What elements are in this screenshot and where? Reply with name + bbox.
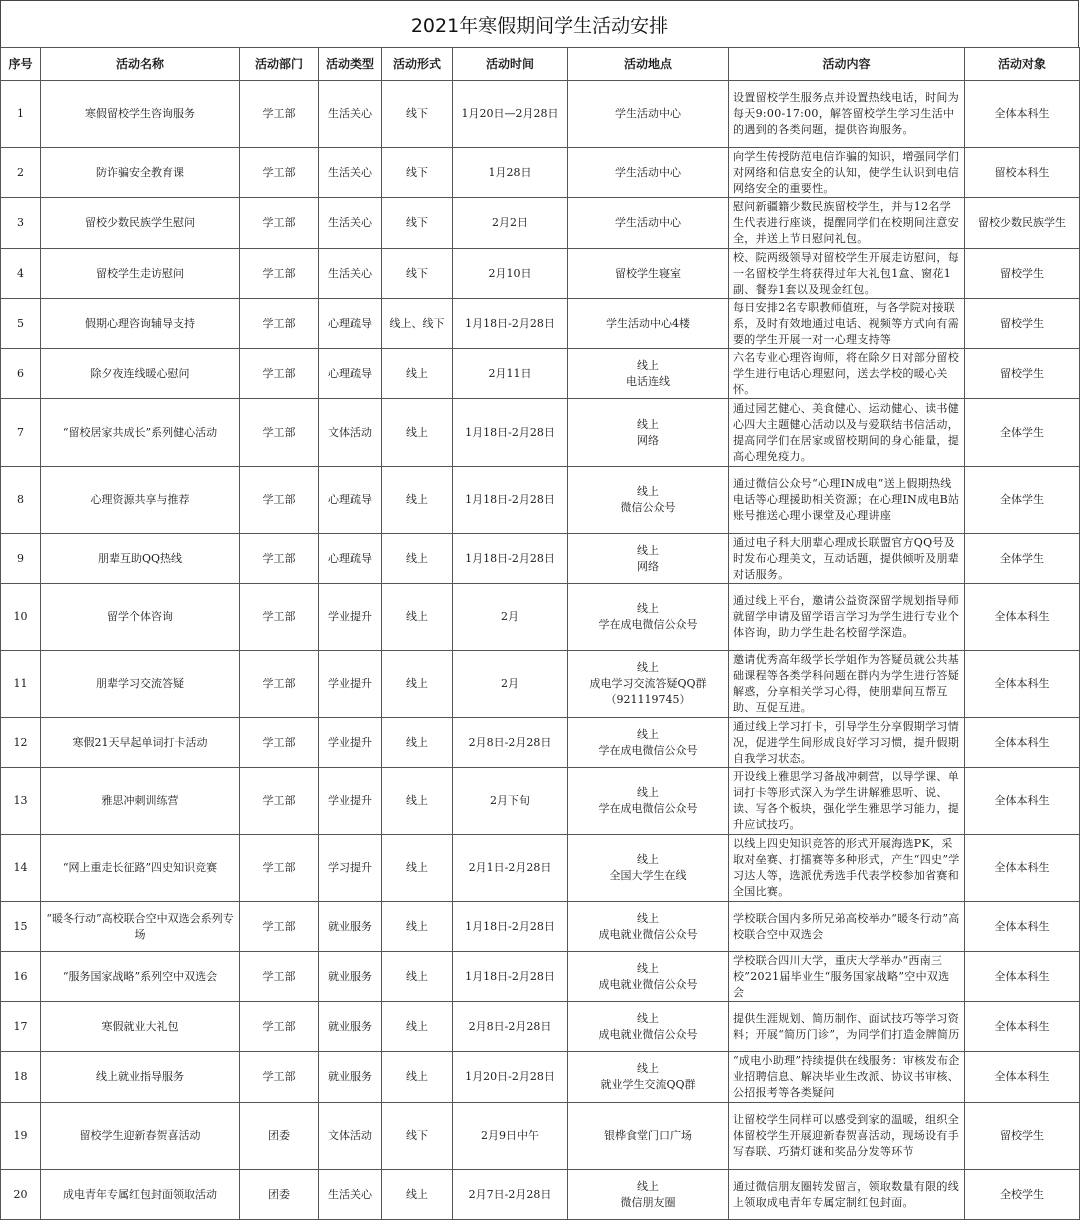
header-place: 活动地点	[568, 48, 729, 81]
table-row	[1, 1002, 1080, 1052]
content-text: 通过微信朋友圈转发留言，领取数量有限的线上领取成电青年专属定制红包封面。	[733, 1179, 959, 1209]
content-text: 开设线上雅思学习备战冲刺营，以导学课、单词打卡等形式深入为学生讲解雅思听、说、读、写各个板块，强化学生雅思学习能力，提升应试技巧。	[733, 770, 959, 831]
row-form: 线上	[382, 718, 453, 768]
row-form: 线下	[382, 148, 453, 198]
content-text: “成电小助理”持续提供在线服务：审核发布企业招聘信息、解决毕业生改派、协议书审核、公招报考等各类疑问	[733, 1054, 960, 1099]
place-line: 学在成电微信公众号	[598, 802, 698, 815]
row-no: 9	[1, 534, 41, 584]
place-line: 银桦食堂门口广场	[604, 1129, 692, 1142]
place-line: 成电就业微信公众号	[598, 1027, 698, 1041]
place-line: 学生活动中心	[615, 107, 681, 120]
row-no: 20	[1, 1170, 41, 1220]
row-activity-name: 寒假就业大礼包	[41, 1002, 240, 1052]
table-row	[1, 198, 1080, 249]
row-place	[568, 1170, 729, 1220]
table-row	[1, 718, 1080, 768]
row-activity-name: 朋辈互助QQ热线	[41, 534, 240, 584]
place-line: 网络	[637, 559, 659, 573]
row-dept: 学工部	[240, 534, 319, 584]
row-content	[729, 1103, 965, 1170]
row-dept: 学工部	[240, 835, 319, 902]
row-target: 全校学生	[965, 1170, 1080, 1220]
content-text: 学校联合国内多所兄弟高校举办“暖冬行动”高校联合空中双选会	[733, 911, 960, 941]
row-type: 学业提升	[319, 584, 382, 651]
row-place	[568, 198, 729, 249]
row-dept: 学工部	[240, 249, 319, 299]
row-target: 全体本科生	[965, 651, 1080, 718]
row-type: 文体活动	[319, 399, 382, 467]
row-dept: 学工部	[240, 1052, 319, 1103]
row-target: 全体本科生	[965, 1052, 1080, 1103]
place-line: 线上	[637, 417, 659, 431]
place-line: 线上	[637, 602, 659, 615]
row-activity-name: 除夕夜连线暖心慰问	[41, 349, 240, 399]
row-target: 全体本科生	[965, 835, 1080, 902]
content-text: 慰问新疆籍少数民族留校学生，并与12名学生代表进行座谈，提醒同学们在校期间注意安全，并送上节日慰问礼包。	[733, 200, 959, 245]
header-dept: 活动部门	[240, 48, 319, 81]
row-place	[568, 299, 729, 349]
row-place	[568, 1002, 729, 1052]
row-content	[729, 1052, 965, 1103]
row-place	[568, 148, 729, 198]
row-dept: 学工部	[240, 902, 319, 952]
row-no: 3	[1, 198, 41, 249]
place-line: 线上	[637, 661, 659, 674]
row-time: 1月18日-2月28日	[453, 299, 568, 349]
content-text: 通过线上平台，邀请公益资深留学规划指导师就留学申请及留学语言学习为学生进行专业个体咨询，助力学生赴名校留学深造。	[733, 594, 959, 639]
row-place	[568, 534, 729, 584]
table-row	[1, 584, 1080, 651]
row-activity-name: 雅思冲刺训练营	[41, 768, 240, 835]
row-form: 线上	[382, 902, 453, 952]
row-place	[568, 584, 729, 651]
place-line: （921119745）	[605, 693, 691, 706]
row-no: 8	[1, 467, 41, 534]
row-place	[568, 399, 729, 467]
row-time: 1月18日-2月28日	[453, 534, 568, 584]
row-time: 2月11日	[453, 349, 568, 399]
table-row	[1, 299, 1080, 349]
row-target: 全体本科生	[965, 81, 1080, 148]
place-line: 成电就业微信公众号	[598, 927, 698, 941]
content-text: 每日安排2名专职教师值班，与各学院对接联系，及时有效地通过电话、视频等方式向有需要的学生开展一对一心理支持等	[733, 300, 959, 346]
row-dept: 学工部	[240, 198, 319, 249]
content-text: 设置留校学生服务点并设置热线电话，时间为每天9:00-17:00，解答留校学生学习生活中的遇到的各类问题，提供咨询服务。	[733, 91, 959, 136]
row-activity-name: 留校少数民族学生慰问	[41, 198, 240, 249]
row-type: 生活关心	[319, 148, 382, 198]
row-type: 学业提升	[319, 768, 382, 835]
row-form: 线上	[382, 651, 453, 718]
row-time: 2月7日-2月28日	[453, 1170, 568, 1220]
row-target: 全体本科生	[965, 952, 1080, 1002]
row-activity-name: 假期心理咨询辅导支持	[41, 299, 240, 349]
header-name: 活动名称	[41, 48, 240, 81]
content-text: 提供生涯规划、简历制作、面试技巧等学习资料；开展“简历门诊”，为同学们打造金牌简历	[733, 1011, 960, 1041]
table-row	[1, 81, 1080, 148]
row-place	[568, 835, 729, 902]
header-form: 活动形式	[382, 48, 453, 81]
row-content	[729, 467, 965, 534]
row-form: 线下	[382, 249, 453, 299]
place-line: 学生活动中心	[615, 165, 681, 179]
header-target: 活动对象	[965, 48, 1080, 81]
row-type: 心理疏导	[319, 299, 382, 349]
place-line: 成电就业微信公众号	[598, 977, 698, 991]
row-time: 1月18日-2月28日	[453, 399, 568, 467]
row-activity-name: 留校学生走访慰问	[41, 249, 240, 299]
row-target: 全体本科生	[965, 768, 1080, 835]
row-no: 12	[1, 718, 41, 768]
row-activity-name: 成电青年专属红包封面领取活动	[41, 1170, 240, 1220]
row-content	[729, 349, 965, 399]
row-time: 2月	[453, 584, 568, 651]
header-content: 活动内容	[729, 48, 965, 81]
row-content	[729, 584, 965, 651]
row-type: 学业提升	[319, 651, 382, 718]
row-activity-name: 线上就业指导服务	[41, 1052, 240, 1103]
row-activity-name: “暖冬行动”高校联合空中双选会系列专场	[41, 902, 240, 952]
row-type: 就业服务	[319, 1052, 382, 1103]
row-type: 生活关心	[319, 81, 382, 148]
table-row	[1, 399, 1080, 467]
row-time: 1月18日-2月28日	[453, 952, 568, 1002]
place-line: 电话连线	[626, 374, 670, 388]
row-content	[729, 952, 965, 1002]
header-row	[1, 48, 1080, 81]
row-place	[568, 1052, 729, 1103]
row-type: 就业服务	[319, 1002, 382, 1052]
row-time: 1月20日-2月28日	[453, 1052, 568, 1103]
row-type: 心理疏导	[319, 467, 382, 534]
content-text: 通过线上学习打卡，引导学生分享假期学习情况，促进学生间形成良好学习习惯，提升假期自我学习状态。	[733, 719, 959, 765]
row-form: 线上	[382, 349, 453, 399]
table-row	[1, 1170, 1080, 1220]
row-target: 全体学生	[965, 467, 1080, 534]
row-dept: 学工部	[240, 467, 319, 534]
row-no: 10	[1, 584, 41, 651]
row-target: 全体本科生	[965, 902, 1080, 952]
row-activity-name: 朋辈学习交流答疑	[41, 651, 240, 718]
row-place	[568, 249, 729, 299]
row-content	[729, 651, 965, 718]
row-content	[729, 902, 965, 952]
place-line: 学生活动中心4楼	[606, 316, 690, 330]
row-form: 线上	[382, 1052, 453, 1103]
row-target: 留校本科生	[965, 148, 1080, 198]
place-line: 微信朋友圈	[620, 1195, 676, 1209]
place-line: 线上	[637, 911, 659, 925]
row-type: 心理疏导	[319, 349, 382, 399]
row-form: 线上	[382, 467, 453, 534]
content-text: 让留校学生同样可以感受到家的温暖，组织全体留校学生开展迎新春贺喜活动，现场设有手写春联、巧猜灯谜和奖品分发等环节	[733, 1113, 959, 1158]
row-dept: 学工部	[240, 148, 319, 198]
table-row	[1, 902, 1080, 952]
table-row	[1, 349, 1080, 399]
row-form: 线上	[382, 1170, 453, 1220]
table-row	[1, 467, 1080, 534]
row-type: 心理疏导	[319, 534, 382, 584]
place-line: 线上	[637, 358, 659, 372]
row-activity-name: 寒假21天早起单词打卡活动	[41, 718, 240, 768]
row-content	[729, 249, 965, 299]
table-row	[1, 534, 1080, 584]
place-line: 学在成电微信公众号	[598, 618, 698, 631]
content-text: 以线上四史知识竞答的形式开展海选PK，采取对垒赛、打擂赛等多种形式，产生“四史”学习达人等，选派优秀选手代表学校参加省赛和全国比赛。	[733, 837, 960, 898]
content-text: 六名专业心理咨询师，将在除夕日对部分留校学生进行电话心理慰问，送去学校的暖心关怀。	[733, 350, 959, 396]
place-line: 成电学习交流答疑QQ群	[589, 677, 707, 690]
row-activity-name: “留校居家共成长”系列健心活动	[41, 399, 240, 467]
sheet-title: 2021年寒假期间学生活动安排	[0, 0, 1079, 48]
place-line: 线上	[637, 961, 659, 975]
place-line: 学生活动中心	[615, 216, 681, 229]
row-dept: 学工部	[240, 952, 319, 1002]
row-no: 19	[1, 1103, 41, 1170]
content-text: 校、院两级领导对留校学生开展走访慰问，每一名留校学生将获得过年大礼包1盒、窗花1副、餐券1套以及现金红包。	[733, 250, 959, 296]
row-target: 留校少数民族学生	[965, 198, 1080, 249]
row-type: 文体活动	[319, 1103, 382, 1170]
row-dept: 团委	[240, 1170, 319, 1220]
row-content	[729, 1002, 965, 1052]
place-line: 线上	[637, 853, 659, 866]
row-content	[729, 148, 965, 198]
row-time: 1月18日-2月28日	[453, 902, 568, 952]
row-no: 1	[1, 81, 41, 148]
row-no: 17	[1, 1002, 41, 1052]
row-place	[568, 467, 729, 534]
row-no: 11	[1, 651, 41, 718]
row-no: 6	[1, 349, 41, 399]
row-time: 2月1日-2月28日	[453, 835, 568, 902]
table-row	[1, 952, 1080, 1002]
row-form: 线下	[382, 198, 453, 249]
schedule-table	[0, 47, 1080, 1220]
place-line: 线上	[637, 1179, 659, 1193]
row-dept: 学工部	[240, 651, 319, 718]
row-place	[568, 902, 729, 952]
place-line: 就业学生交流QQ群	[600, 1078, 696, 1091]
place-line: 留校学生寝室	[615, 266, 681, 280]
row-time: 2月9日中午	[453, 1103, 568, 1170]
row-activity-name: “服务国家战略”系列空中双选会	[41, 952, 240, 1002]
row-activity-name: “网上重走长征路”四史知识竞赛	[41, 835, 240, 902]
row-target: 留校学生	[965, 249, 1080, 299]
row-content	[729, 81, 965, 148]
row-no: 15	[1, 902, 41, 952]
row-place	[568, 349, 729, 399]
row-form: 线上	[382, 1002, 453, 1052]
row-target: 全体本科生	[965, 718, 1080, 768]
row-activity-name: 寒假留校学生咨询服务	[41, 81, 240, 148]
place-line: 线上	[637, 1011, 659, 1025]
table-row	[1, 1103, 1080, 1170]
row-form: 线上	[382, 534, 453, 584]
row-dept: 学工部	[240, 349, 319, 399]
row-place	[568, 81, 729, 148]
row-type: 生活关心	[319, 1170, 382, 1220]
row-form: 线上	[382, 952, 453, 1002]
row-place	[568, 718, 729, 768]
row-place	[568, 952, 729, 1002]
row-form: 线上	[382, 835, 453, 902]
row-activity-name: 防诈骗安全教育课	[41, 148, 240, 198]
row-dept: 学工部	[240, 584, 319, 651]
row-dept: 学工部	[240, 299, 319, 349]
row-place	[568, 768, 729, 835]
row-no: 13	[1, 768, 41, 835]
row-type: 就业服务	[319, 902, 382, 952]
row-time: 2月10日	[453, 249, 568, 299]
row-target: 全体本科生	[965, 584, 1080, 651]
header-no: 序号	[1, 48, 41, 81]
row-content	[729, 1170, 965, 1220]
place-line: 线上	[637, 786, 659, 799]
row-target: 留校学生	[965, 349, 1080, 399]
row-no: 7	[1, 399, 41, 467]
table-row	[1, 651, 1080, 718]
place-line: 学在成电微信公众号	[598, 743, 698, 757]
row-time: 1月28日	[453, 148, 568, 198]
row-activity-name: 留校学生迎新春贺喜活动	[41, 1103, 240, 1170]
row-dept: 学工部	[240, 1002, 319, 1052]
header-time: 活动时间	[453, 48, 568, 81]
row-no: 2	[1, 148, 41, 198]
content-text: 向学生传授防范电信诈骗的知识，增强同学们对网络和信息安全的认知，使学生认识到电信网络安全的重要性。	[733, 149, 959, 195]
content-text: 通过园艺健心、美食健心、运动健心、读书健心四大主题健心活动以及与爱联结书信活动，提高同学们在居家或留校期间的身心能量，提高心理免疫力。	[733, 401, 959, 463]
row-form: 线上、线下	[382, 299, 453, 349]
row-activity-name: 留学个体咨询	[41, 584, 240, 651]
row-type: 学业提升	[319, 718, 382, 768]
row-form: 线上	[382, 399, 453, 467]
row-target: 全体本科生	[965, 1002, 1080, 1052]
row-activity-name: 心理资源共享与推荐	[41, 467, 240, 534]
row-type: 学习提升	[319, 835, 382, 902]
row-no: 16	[1, 952, 41, 1002]
row-dept: 学工部	[240, 768, 319, 835]
header-type: 活动类型	[319, 48, 382, 81]
row-target: 留校学生	[965, 299, 1080, 349]
row-time: 2月8日-2月28日	[453, 1002, 568, 1052]
row-no: 4	[1, 249, 41, 299]
table-row	[1, 148, 1080, 198]
content-text: 通过电子科大朋辈心理成长联盟官方QQ号及时发布心理美文，互动话题，提供倾听及朋辈对话服务。	[733, 535, 959, 581]
row-form: 线下	[382, 81, 453, 148]
row-content	[729, 768, 965, 835]
table-body	[1, 81, 1080, 1220]
place-line: 全国大学生在线	[609, 869, 687, 882]
content-text: 邀请优秀高年级学长学姐作为答疑员就公共基础课程等各类学科问题在群内为学生进行答疑解惑，分享相关学习心得，使朋辈间互帮互助、互促互进。	[733, 653, 959, 714]
place-line: 线上	[637, 543, 659, 557]
place-line: 网络	[637, 433, 659, 447]
row-time: 2月	[453, 651, 568, 718]
row-content	[729, 718, 965, 768]
row-dept: 团委	[240, 1103, 319, 1170]
table-row	[1, 1052, 1080, 1103]
place-line: 微信公众号	[620, 501, 676, 514]
row-time: 1月20日—2月28日	[453, 81, 568, 148]
row-no: 18	[1, 1052, 41, 1103]
place-line: 线上	[637, 1062, 659, 1075]
row-no: 14	[1, 835, 41, 902]
row-dept: 学工部	[240, 81, 319, 148]
row-time: 1月18日-2月28日	[453, 467, 568, 534]
row-place	[568, 651, 729, 718]
row-content	[729, 299, 965, 349]
content-text: 通过微信公众号“心理IN成电”送上假期热线电话等心理援助相关资源；在心理IN成电B站账号推送心理小课堂及心理讲座	[733, 477, 960, 522]
table-row	[1, 768, 1080, 835]
row-content	[729, 198, 965, 249]
table-row	[1, 249, 1080, 299]
row-no: 5	[1, 299, 41, 349]
row-dept: 学工部	[240, 399, 319, 467]
row-dept: 学工部	[240, 718, 319, 768]
row-content	[729, 399, 965, 467]
row-target: 全体学生	[965, 399, 1080, 467]
table-row	[1, 835, 1080, 902]
row-type: 生活关心	[319, 198, 382, 249]
row-target: 留校学生	[965, 1103, 1080, 1170]
row-type: 就业服务	[319, 952, 382, 1002]
row-time: 2月下旬	[453, 768, 568, 835]
row-form: 线上	[382, 768, 453, 835]
row-form: 线下	[382, 1103, 453, 1170]
row-target: 全体学生	[965, 534, 1080, 584]
content-text: 学校联合四川大学，重庆大学举办“西南三校”2021届毕业生“服务国家战略”空中双选会	[733, 953, 950, 999]
row-content	[729, 534, 965, 584]
place-line: 线上	[637, 485, 659, 498]
row-form: 线上	[382, 584, 453, 651]
row-time: 2月2日	[453, 198, 568, 249]
row-place	[568, 1103, 729, 1170]
place-line: 线上	[637, 727, 659, 741]
row-time: 2月8日-2月28日	[453, 718, 568, 768]
row-content	[729, 835, 965, 902]
row-type: 生活关心	[319, 249, 382, 299]
